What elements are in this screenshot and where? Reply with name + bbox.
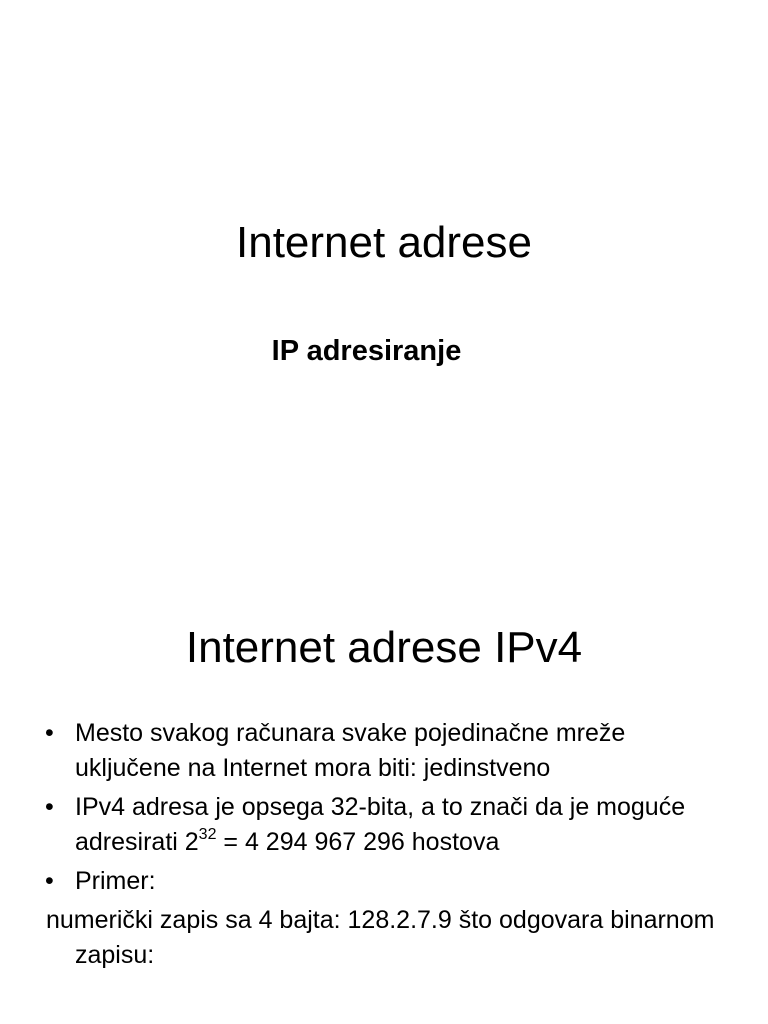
bullet-text: Primer:	[75, 867, 156, 895]
slide-title-heading: Internet adrese	[236, 218, 532, 267]
exponent: 32	[198, 825, 217, 843]
bullet-dot: •	[45, 793, 54, 821]
slide-ipv4	[0, 576, 768, 1024]
bullet-item	[0, 790, 768, 860]
bullet-list	[0, 716, 768, 977]
slide-subtitle: IP adresiranje	[271, 335, 462, 367]
bullet-text-tail: = 4 294 967 296 hostova	[216, 828, 500, 856]
bullet-text: Mesto svakog računara svake pojedinačne mreže uključene na Internet mora biti: jedinstveno	[75, 719, 626, 782]
bullet-item	[0, 716, 768, 786]
bullet-text: IPv4 adresa je opsega 32-bita, a to znači da je moguće adresirati 2	[75, 793, 686, 856]
bullet-dot: •	[45, 719, 54, 747]
slide-ipv4-heading: Internet adrese IPv4	[185, 623, 583, 672]
bullet-item	[0, 864, 768, 899]
bullet-dot: •	[45, 867, 54, 895]
plain-line: numerički zapis sa 4 bajta: 128.2.7.9 što odgovara binarnom zapisu:	[46, 906, 715, 969]
